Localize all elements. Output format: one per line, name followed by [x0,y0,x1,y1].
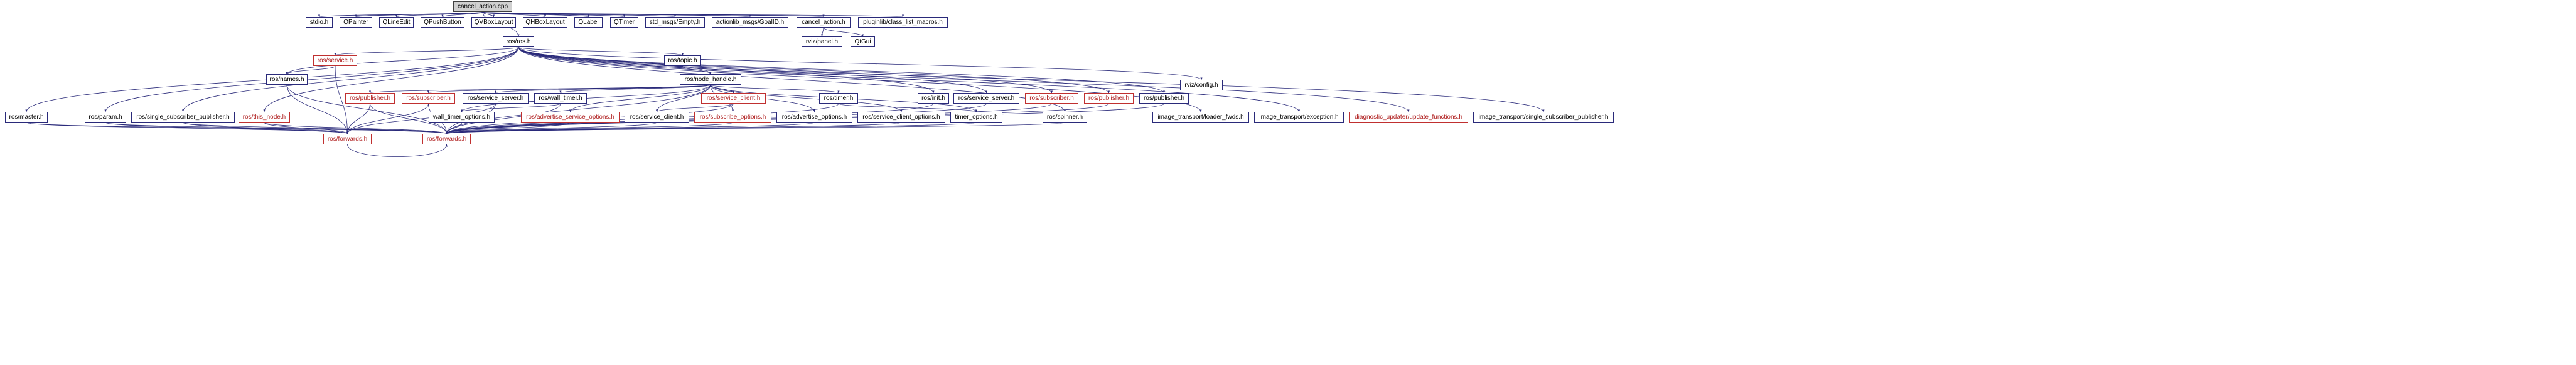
graph-node[interactable] [680,74,741,85]
graph-edge [683,66,711,74]
graph-edge [447,123,815,134]
graph-node-label: QTimer [614,18,635,26]
graph-edge [483,12,675,17]
graph-node[interactable] [610,17,638,28]
graph-node[interactable] [340,17,372,28]
graph-edge [447,123,571,134]
graph-node[interactable] [323,134,372,144]
graph-node-label: ros/service_server.h [958,94,1015,102]
graph-edge [26,123,348,134]
graph-node-label: QVBoxLayout [474,18,513,26]
graph-node-label: ros/wall_timer.h [539,94,582,102]
graph-node[interactable] [1152,112,1249,123]
graph-node[interactable] [694,112,771,123]
graph-edge [105,123,348,134]
graph-node[interactable] [802,36,842,47]
graph-node[interactable] [5,112,48,123]
graph-node[interactable] [645,17,705,28]
graph-node-label: ros/init.h [921,94,945,102]
graph-node[interactable] [776,112,852,123]
graph-node[interactable] [345,93,395,104]
graph-node-label: QPushButton [424,18,461,26]
graph-edge [447,123,1065,134]
graph-node[interactable] [453,1,512,12]
graph-edge [105,123,447,134]
graph-node-label: ros/advertise_options.h [781,113,847,121]
graph-edge [657,104,734,112]
graph-node-label: ros/subscribe_options.h [699,113,766,121]
graph-node[interactable] [625,112,689,123]
graph-node[interactable] [85,112,126,123]
graph-node-label: ros/advertise_service_options.h [526,113,614,121]
graph-edge [518,47,987,93]
graph-node-label: ros/service_client.h [706,94,761,102]
graph-node-label: image_transport/exception.h [1259,113,1339,121]
graph-node[interactable] [421,17,464,28]
graph-node[interactable] [239,112,290,123]
graph-node-label: QPainter [343,18,368,26]
graph-node-label: ros/service_client.h [630,113,684,121]
graph-node-label: actionlib_msgs/GoalID.h [716,18,785,26]
graph-node[interactable] [266,74,308,85]
graph-node[interactable] [950,112,1002,123]
graph-edge [447,123,657,134]
graph-node[interactable] [523,17,567,28]
graph-node-label: ros/ros.h [506,38,531,45]
graph-node-label: ros/forwards.h [426,135,467,143]
graph-edge [319,12,483,17]
graph-node[interactable] [306,17,333,28]
graph-node-label: stdio.h [309,18,329,26]
graph-node[interactable] [574,17,603,28]
graph-edge [483,12,545,17]
graph-node[interactable] [918,93,949,104]
graph-node-label: ros/service_client_options.h [862,113,940,121]
graph-edge [518,47,683,55]
graph-node-label: rviz/config.h [1184,81,1218,89]
graph-edge [824,28,863,36]
graph-node-label: ros/topic.h [668,57,697,64]
graph-edge [483,12,625,17]
graph-node[interactable] [131,112,235,123]
graph-node-label: image_transport/single_subscriber_publisher.h [1478,113,1609,121]
graph-edge [348,104,429,134]
graph-edge [183,123,348,134]
graph-node[interactable] [471,17,516,28]
graph-node-label: QLabel [578,18,599,26]
graph-edge [711,85,839,93]
graph-edge [561,85,711,93]
graph-node[interactable] [797,17,851,28]
graph-node-label: ros/subscriber.h [1029,94,1074,102]
graph-node[interactable] [712,17,788,28]
graph-node-label: std_msgs/Empty.h [649,18,701,26]
graph-edge [518,47,1052,93]
graph-edge [348,104,370,134]
graph-node[interactable] [1084,93,1134,104]
graph-edge [397,12,483,17]
graph-node[interactable] [379,17,414,28]
graph-edge [443,12,483,17]
graph-node[interactable] [1025,93,1078,104]
graph-node-label: ros/publisher.h [1088,94,1130,102]
graph-edge [711,85,734,93]
graph-node[interactable] [1349,112,1468,123]
graph-edge [447,85,711,134]
graph-node-label: ros/single_subscriber_publisher.h [136,113,230,121]
graph-edge [571,85,711,112]
graph-edge [518,47,933,93]
graph-edge [822,28,824,36]
graph-edge [370,85,711,93]
graph-node-label: ros/timer.h [824,94,854,102]
graph-edge [105,47,518,112]
graph-node[interactable] [664,55,701,66]
graph-edge [483,12,494,17]
graph-node[interactable] [313,55,357,66]
graph-node-label: QHBoxLayout [525,18,565,26]
graph-node-label: ros/forwards.h [327,135,368,143]
graph-node[interactable] [1180,80,1223,90]
graph-edge [483,12,903,17]
graph-node-label: wall_timer_options.h [432,113,491,121]
graph-node-label: ros/spinner.h [1046,113,1083,121]
graph-node-label: ros/master.h [9,113,44,121]
graph-node-label: diagnostic_updater/update_functions.h [1355,113,1462,121]
graph-edge [447,123,902,134]
graph-node[interactable] [851,36,875,47]
graph-node[interactable] [953,93,1019,104]
graph-node[interactable] [819,93,858,104]
graph-node[interactable] [1139,93,1189,104]
graph-node[interactable] [1043,112,1087,123]
graph-node-label: rviz/panel.h [805,38,839,45]
graph-edge [447,123,977,134]
graph-edge [462,104,561,112]
graph-node[interactable] [701,93,766,104]
graph-node-label: ros/publisher.h [1143,94,1185,102]
graph-node[interactable] [463,93,529,104]
graph-edge [483,12,750,17]
graph-edge [264,123,447,134]
graph-edge [26,123,447,134]
graph-node[interactable] [402,93,455,104]
graph-node-label: ros/subscriber.h [406,94,451,102]
graph-edge [287,85,348,134]
graph-node[interactable] [1254,112,1344,123]
graph-edge [183,123,447,134]
graph-node[interactable] [1473,112,1614,123]
graph-edge [518,47,1164,93]
graph-node[interactable] [857,112,945,123]
graph-edge [264,123,348,134]
graph-node-label: QtGui [854,38,871,45]
graph-node[interactable] [521,112,620,123]
graph-edge [483,12,824,17]
graph-node-label: image_transport/loader_fwds.h [1157,113,1244,121]
graph-edge [287,66,335,74]
graph-node-label: QLineEdit [382,18,411,26]
graph-node-label: ros/node_handle.h [684,75,737,83]
graph-node[interactable] [503,36,534,47]
graph-edge [447,123,733,134]
graph-node[interactable] [422,134,471,144]
graph-edge [518,47,1109,93]
graph-edge [839,104,977,112]
graph-node-label: ros/this_node.h [242,113,286,121]
graph-node-label: ros/publisher.h [349,94,391,102]
graph-node-label: timer_options.h [955,113,998,121]
graph-edge [429,85,711,93]
graph-node-label: ros/param.h [89,113,122,121]
graph-node-label: ros/names.h [269,75,304,83]
graph-node-label: ros/service_server.h [467,94,524,102]
graph-node-label: ros/service.h [317,57,353,64]
graph-node-label: cancel_action.cpp [457,3,508,10]
graph-edge [447,123,462,134]
graph-edge [335,47,518,55]
graph-node[interactable] [534,93,587,104]
graph-node[interactable] [429,112,495,123]
graph-edge [348,144,447,157]
graph-edge [496,85,711,93]
graph-edge [483,12,589,17]
graph-edge [518,47,1201,80]
graph-node[interactable] [858,17,948,28]
graph-node-label: pluginlib/class_list_macros.h [863,18,943,26]
graph-edge [356,12,483,17]
graph-edge [287,85,447,134]
graph-node-label: cancel_action.h [802,18,845,26]
